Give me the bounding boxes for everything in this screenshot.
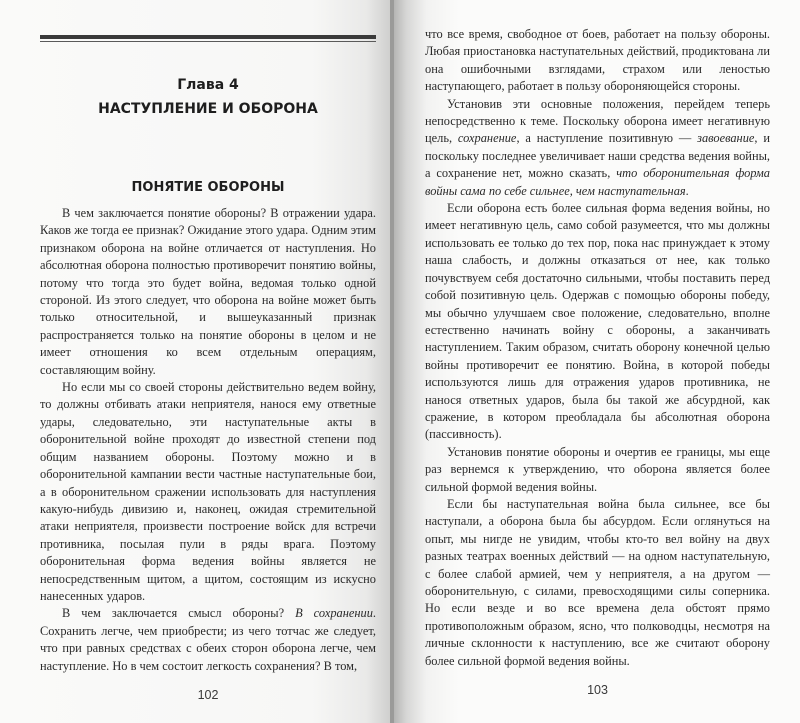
paragraph — [425, 200, 770, 444]
left-page — [0, 0, 390, 723]
text-run: В чем заключается смысл обороны? — [62, 606, 296, 621]
chapter-rule-thick — [40, 35, 376, 39]
right-body-text — [425, 26, 770, 670]
text-run: , и поскольку последнее увеличивает наши средства ведения войны, а сохранение нет, можно сказать, — [425, 131, 770, 181]
page-number-right: 103 — [587, 683, 608, 698]
text-run: . — [685, 183, 689, 198]
text-run: Если оборона есть более сильная форма ведения войны, но имеет негативную цель, само собой разумеется, что мы должны использовать ее только до тех пор, пока нас принуждает к этому наша слабость, и должны отказаться от нее, как только почувствуем себя достаточно сильными, чтобы поставить перед собой позитивную цель. Одержав с помощью обороны победу, мы обычно улучшаем свое положение, следовательно, вполне естественно начинать войну с обороны, а заканчивать наступлением. Таким образом, считать оборону конечной целью войны противоречит ее понятию. Война, в которой победы используются лишь для отражения ударов противника, не нанося ответных ударов, была бы такой же абсурдной, как сражение, в котором преобладала бы абсолютная оборона (пассивность). — [425, 201, 770, 442]
paragraph — [425, 496, 770, 670]
right-page — [394, 0, 800, 723]
italic-text: что оборонительная форма войны сама по себе сильнее, чем наступательная — [425, 166, 770, 198]
italic-text: В сохранении — [295, 606, 373, 621]
left-body-text — [40, 205, 376, 675]
chapter-rule-thin — [40, 41, 376, 42]
paragraph — [40, 379, 376, 605]
paragraph — [425, 26, 770, 96]
text-run: . Сохранить легче, чем приобрести; из чего тотчас же следует, что при равных средствах с обеих сторон оборона легче, чем наступление. Но в чем состоит легкость сохранения? В том, — [40, 606, 376, 673]
italic-text: завоевание — [697, 131, 755, 146]
text-run: Установив понятие обороны и очертив ее границы, мы еще раз вернемся к утверждению, что оборона является более сильной формой ведения войны. — [425, 444, 770, 494]
text-run: , а наступление позитивную — — [516, 131, 698, 146]
paragraph — [40, 605, 376, 675]
text-run: Если бы наступательная война была сильнее, все бы наступали, а оборона была бы абсурдом. Если оглянуться на опыт, мы нигде не увидим, чтобы кто-то вел войну на двух разных театрах военных действий — на одном наступательную, с более слабой армией, чем у неприятеля, а на другом — оборонительную, с силами, превосходящими силы соперника. Но если везде и во все времена дела обстоят прямо противоположным образом, ясно, что полководцы, несмотря на личные склонности к наступлению, все же считают оборону более сильной формой ведения войны. — [425, 496, 770, 668]
paragraph — [40, 205, 376, 379]
section-title: ПОНЯТИЕ ОБОРОНЫ — [131, 180, 285, 195]
text-run: что все время, свободное от боев, работает на пользу обороны. Любая приостановка наступательных действий, продиктована ли она ошибочными взглядами, страхом или леностью наступающего, работает в пользу обороняющейся стороны. — [425, 27, 770, 94]
text-run: Установив эти основные положения, перейдем теперь непосредственно к теме. Поскольку оборона имеет негативную цель, — [425, 96, 770, 146]
italic-text: сохранение — [457, 131, 517, 146]
chapter-number: Глава 4 — [177, 77, 239, 93]
text-run: Но если мы со своей стороны действительно ведем войну, то должны отбивать атаки неприятеля, нанося ему ответные удары, следовательно, эти наступательные акты в оборонительной войне проходят до известной степени под общим названием обороны. Поэтому можно и в оборонительной кампании вести частные наступательные бои, а в оборонительном сражении использовать для наступления какую-нибудь дивизию и, наконец, ожидая стремительной атаки неприятеля, произвести построение войск для встречи противника, посылая пули в ряды врага. Поэтому оборонительная форма ведения войны является не непосредственным щитом, а щитом, состоящим из искусно нанесенных ударов. — [40, 380, 376, 603]
paragraph — [425, 96, 770, 200]
text-run: В чем заключается понятие обороны? В отражении удара. Каков же тогда ее признак? Ожидание этого удара. Одним этим признаком оборона на войне отличается от наступления. Но абсолютная оборона полностью противоречит понятию войны, потому что тогда это будет война, ведомая только одной стороной. Из этого следует, что оборона на войне может быть только относительной, и вышеуказанный признак распространяется только на понятие обороны в целом и не имеет отношения ко всем отдельным операциям, составляющим войну. — [40, 206, 376, 377]
page-number-left: 102 — [197, 687, 219, 702]
chapter-title: НАСТУПЛЕНИЕ И ОБОРОНА — [98, 101, 318, 117]
paragraph — [425, 444, 770, 496]
